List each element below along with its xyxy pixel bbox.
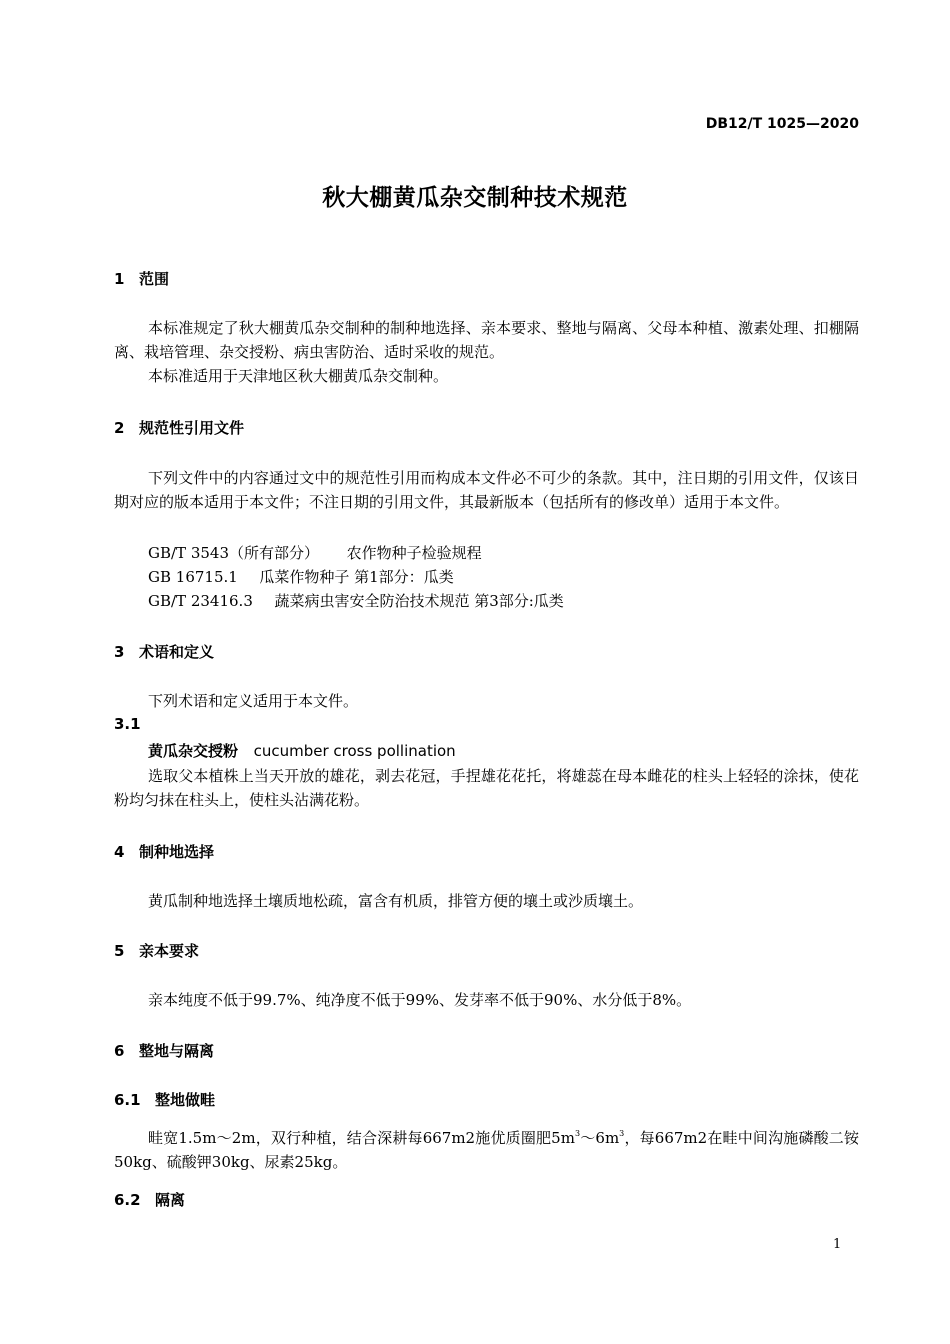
section-1-heading (114, 268, 169, 289)
section-number: 4 (114, 843, 125, 861)
reference-name: 瓜菜作物种子 第1部分：瓜类 (259, 568, 454, 586)
subsection-title: 隔离 (155, 1191, 186, 1209)
section-title: 规范性引用文件 (139, 419, 245, 437)
paragraph-text: 畦宽1.5m～2m，双行种植，结合深耕每667m2施优质圈肥5m (148, 1129, 575, 1147)
superscript: 3 (619, 1129, 625, 1138)
paragraph-text: ～6m (580, 1129, 620, 1147)
reference-item (148, 590, 564, 611)
term-chinese: 黄瓜杂交授粉 (148, 742, 239, 760)
reference-name: 蔬菜病虫害安全防治技术规范 第3部分:瓜类 (274, 592, 564, 610)
section-1-paragraph-2: 本标准适用于天津地区秋大棚黄瓜杂交制种。 (148, 367, 449, 385)
subsection-6-1-paragraph (114, 1126, 859, 1174)
section-5-paragraph: 亲本纯度不低于99.7%、纯净度不低于99%、发芽率不低于90%、水分低于8%。 (148, 991, 692, 1009)
document-title: 秋大棚黄瓜杂交制种技术规范 (322, 185, 628, 211)
section-number: 3 (114, 643, 125, 661)
paragraph-text: ，每667m2在畦中间沟施磷酸二铵50kg、硫酸钾30kg、尿素25kg。 (114, 1129, 859, 1171)
reference-code: GB/T 3543（所有部分） (148, 544, 320, 562)
section-1-paragraph-1: 本标准规定了秋大棚黄瓜杂交制种的制种地选择、亲本要求、整地与隔离、父母本种植、激素处理、扣棚隔离、栽培管理、杂交授粉、病虫害防治、适时采收的规范。 (114, 319, 859, 361)
reference-name: 农作物种子检验规程 (346, 544, 482, 562)
standard-code: DB12/T 1025—2020 (705, 116, 859, 132)
section-5-heading (114, 940, 199, 961)
section-number: 5 (114, 942, 125, 960)
section-4-heading (114, 841, 214, 862)
superscript: 3 (574, 1129, 581, 1138)
section-3-paragraph: 下列术语和定义适用于本文件。 (148, 692, 359, 710)
subsection-6-1-heading (114, 1089, 215, 1110)
section-title: 制种地选择 (139, 843, 215, 861)
term-english: cucumber cross pollination (253, 742, 456, 760)
reference-code: GB 16715.1 (148, 568, 238, 586)
reference-item (148, 566, 454, 587)
term-definition: 选取父本植株上当天开放的雄花，剥去花冠，手捏雄花花托，将雄蕊在母本雌花的柱头上轻轻的涂抹，使花粉均匀抹在柱头上，使柱头沾满花粉。 (114, 767, 859, 809)
section-number: 6 (114, 1042, 125, 1060)
section-title: 范围 (139, 270, 170, 288)
section-3-heading (114, 641, 214, 662)
section-title: 亲本要求 (139, 942, 200, 960)
section-2-heading (114, 417, 244, 438)
section-number: 2 (114, 419, 125, 437)
section-6-heading (114, 1040, 214, 1061)
reference-code: GB/T 23416.3 (148, 592, 253, 610)
section-2-paragraph: 下列文件中的内容通过文中的规范性引用而构成本文件必不可少的条款。其中，注日期的引用文件，仅该日期对应的版本适用于本文件；不注日期的引用文件，其最新版本（包括所有的修改单）适用于本文件。 (114, 469, 859, 511)
term-entry (148, 740, 456, 761)
section-title: 整地与隔离 (139, 1042, 215, 1060)
section-number: 1 (114, 270, 125, 288)
reference-item (148, 542, 482, 563)
subsection-3-1-number: 3.1 (114, 715, 141, 733)
subsection-number: 6.1 (114, 1091, 141, 1109)
subsection-number: 6.2 (114, 1191, 141, 1209)
page-number: 1 (833, 1237, 842, 1252)
subsection-title: 整地做畦 (155, 1091, 216, 1109)
section-title: 术语和定义 (139, 643, 215, 661)
subsection-6-2-heading (114, 1189, 185, 1210)
section-4-paragraph: 黄瓜制种地选择土壤质地松疏，富含有机质，排管方便的壤土或沙质壤土。 (148, 892, 644, 910)
